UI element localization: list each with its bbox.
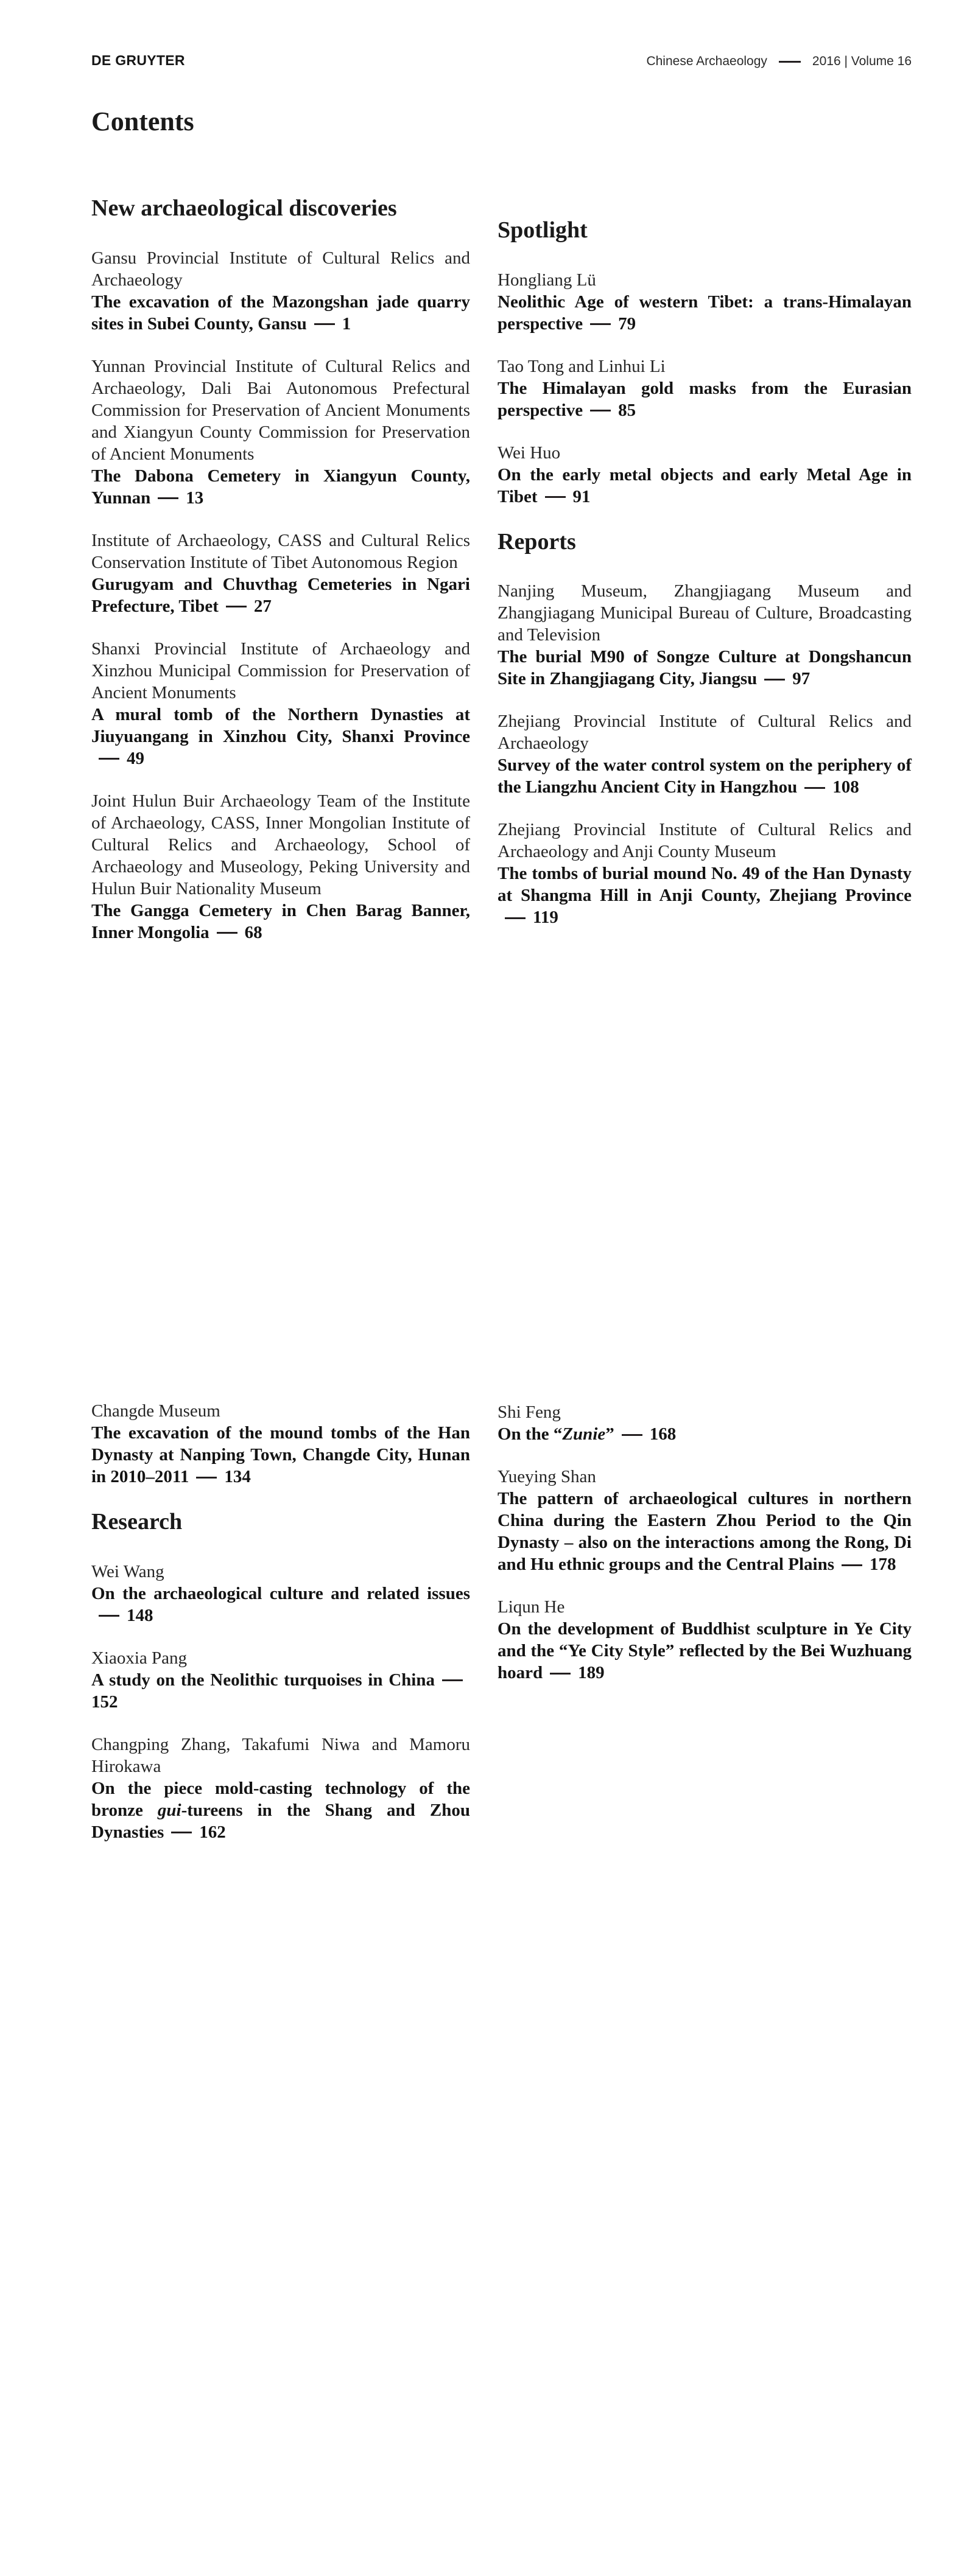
entry-title: [498, 863, 912, 928]
entry-title-text: The burial M90 of Songze Culture at Dongshancun Site in Zhangjiagang City, Jiangsu: [498, 647, 912, 689]
journal-volume: 2016 | Volume 16: [812, 54, 912, 68]
entry-page-number: 68: [244, 922, 262, 942]
toc-entry: [91, 1734, 470, 1843]
toc-entry: [91, 1647, 470, 1713]
entry-title: [498, 1618, 912, 1684]
entry-title-text: On the early metal objects and early Metal Age in Tibet: [498, 464, 912, 506]
publisher-logo: DE GRUYTER: [91, 52, 185, 68]
entry-title-text: The excavation of the mound tombs of the Han Dynasty at Nanping Town, Changde City, Hunan in 2010–2011: [91, 1423, 470, 1486]
page-leader-dash: [764, 679, 785, 681]
column-page2-left: [91, 1400, 470, 1864]
toc-entry: [498, 819, 912, 928]
entry-authors: Yunnan Provincial Institute of Cultural Relics and Archaeology, Dali Bai Autonomous Prefectural Commission for Preservation of Ancient Monuments and Xiangyun County Commission for Preservation of Ancient Monuments: [91, 356, 470, 464]
entry-title: [498, 646, 912, 690]
entry-authors: Wei Wang: [91, 1561, 164, 1581]
page-leader-dash: [196, 1477, 217, 1479]
entry-page-number: 119: [533, 908, 558, 928]
entry-title: [91, 465, 470, 509]
page-leader-dash: [99, 1615, 119, 1617]
entry-title: [91, 573, 470, 617]
entry-title: [91, 1777, 470, 1843]
entry-authors: Zhejiang Provincial Institute of Cultural Relics and Archaeology: [498, 712, 912, 754]
entry-title-text: Neolithic Age of western Tibet: a trans-Himalayan perspective: [498, 292, 912, 334]
page-leader-dash: [622, 1434, 642, 1436]
page-leader-dash: [217, 932, 237, 934]
entry-authors: Liqun He: [498, 1597, 565, 1617]
entry-title: [91, 1583, 470, 1626]
entry-title-text: The Gangga Cemetery in Chen Barag Banner, Inner Mongolia: [91, 900, 470, 942]
entry-authors: Hongliang Lü: [498, 270, 596, 290]
toc-entry: [498, 580, 912, 690]
entry-authors: Shi Feng: [498, 1402, 561, 1422]
entry-title-text: On the archaeological culture and related issues: [91, 1583, 470, 1603]
toc-entry: [91, 247, 470, 335]
entry-authors: Gansu Provincial Institute of Cultural Relics and Archaeology: [91, 248, 470, 290]
entry-title: [498, 754, 912, 798]
entry-title-text: A study on the Neolithic turquoises in China: [91, 1670, 435, 1690]
entry-title: [498, 1488, 912, 1575]
entry-title-text: The pattern of archaeological cultures in northern China during the Eastern Zhou Period to the Qin Dynasty – also on the interactions among the Rong, Di and Hu ethnic groups and the Central Plains: [498, 1489, 912, 1574]
page-leader-dash: [171, 1832, 192, 1833]
toc-entry: [498, 1596, 912, 1684]
entry-title-text: A mural tomb of the Northern Dynasties at Jiuyuangang in Xinzhou City, Shanxi Province: [91, 704, 470, 746]
entry-authors: Changde Museum: [91, 1401, 220, 1421]
toc-entry: [91, 790, 470, 943]
entry-page-number: 91: [572, 486, 591, 506]
page-title: Contents: [91, 107, 194, 136]
section-heading-reports: Reports: [498, 528, 576, 555]
page-leader-dash: [158, 497, 178, 499]
entry-page-number: 13: [186, 488, 204, 508]
toc-entry: [498, 1401, 912, 1445]
entry-title: [498, 377, 912, 421]
column-page1-left: [91, 195, 470, 964]
entry-title-italic: Zunie: [562, 1424, 606, 1444]
entry-title: [498, 1423, 912, 1445]
entry-authors: Wei Huo: [498, 443, 561, 463]
page-leader-dash: [545, 496, 566, 498]
page-leader-dash: [804, 787, 825, 789]
toc-entry: [91, 355, 470, 509]
entry-page-number: 97: [792, 669, 811, 689]
entry-title: [91, 900, 470, 943]
entry-page-number: 79: [618, 313, 636, 334]
entry-page-number: 1: [342, 313, 351, 334]
entry-title-pre: On the piece mold-casting technology of the bronze: [91, 1778, 470, 1820]
entry-page-number: 189: [578, 1663, 605, 1682]
entry-title-text: The Dabona Cemetery in Xiangyun County, Yunnan: [91, 466, 470, 508]
entry-title: [91, 291, 470, 335]
entry-page-number: 108: [832, 777, 859, 797]
page-leader-dash: [505, 917, 526, 919]
entry-title-post: ”: [605, 1424, 614, 1444]
journal-info: [646, 54, 912, 69]
entry-title: [498, 464, 912, 508]
toc-entry: [498, 710, 912, 798]
page-leader-dash: [842, 1564, 862, 1566]
entry-page-number: 148: [127, 1605, 153, 1625]
entry-page-number: 178: [869, 1555, 896, 1574]
page-leader-dash: [314, 323, 335, 325]
page-leader-dash: [550, 1673, 571, 1675]
entry-authors: Zhejiang Provincial Institute of Cultural Relics and Archaeology and Anji County Museum: [498, 820, 912, 862]
toc-entry: [91, 638, 470, 769]
toc-entry: [498, 355, 912, 421]
entry-authors: Xiaoxia Pang: [91, 1648, 188, 1668]
entry-authors: Nanjing Museum, Zhangjiagang Museum and Zhangjiagang Municipal Bureau of Culture, Broadcasting and Television: [498, 581, 912, 645]
entry-page-number: 134: [224, 1467, 251, 1486]
entry-page-number: 152: [91, 1692, 118, 1712]
toc-entry: [498, 442, 912, 508]
page-leader-dash: [590, 410, 611, 411]
section-heading-spotlight: Spotlight: [498, 217, 588, 243]
entry-page-number: 168: [649, 1424, 677, 1444]
entry-title-italic: gui: [157, 1800, 181, 1820]
entry-page-number: 162: [199, 1822, 226, 1842]
entry-authors: Tao Tong and Linhui Li: [498, 356, 666, 376]
page-leader-dash: [442, 1679, 463, 1681]
entry-page-number: 85: [618, 400, 636, 420]
entry-title-text: The excavation of the Mazongshan jade quarry sites in Subei County, Gansu: [91, 292, 470, 334]
entry-authors: Changping Zhang, Takafumi Niwa and Mamoru Hirokawa: [91, 1734, 470, 1776]
page-leader-dash: [590, 323, 611, 325]
entry-title: [91, 1669, 470, 1713]
toc-entry: [91, 1400, 470, 1488]
entry-title-text: The Himalayan gold masks from the Eurasian perspective: [498, 378, 912, 420]
section-heading-new-discoveries: New archaeological discoveries: [91, 195, 397, 221]
entry-title-text: Survey of the water control system on the periphery of the Liangzhu Ancient City in Hangzhou: [498, 755, 912, 797]
entry-authors: Shanxi Provincial Institute of Archaeology and Xinzhou Municipal Commission for Preservation of Ancient Monuments: [91, 639, 470, 702]
page-leader-dash: [99, 758, 119, 760]
column-page1-right: [498, 217, 912, 949]
page-leader-dash: [226, 606, 247, 607]
entry-title: [498, 291, 912, 335]
journal-name: Chinese Archaeology: [646, 54, 767, 68]
section-heading-research: Research: [91, 1509, 183, 1535]
entry-authors: Yueying Shan: [498, 1467, 596, 1486]
entry-title-text: The tombs of burial mound No. 49 of the Han Dynasty at Shangma Hill in Anji County, Zhejiang Province: [498, 864, 912, 906]
entry-title: [91, 704, 470, 769]
toc-entry: [498, 269, 912, 335]
header-dash: [779, 61, 801, 63]
entry-page-number: 27: [253, 596, 272, 616]
page-header: [91, 52, 912, 69]
entry-title: [91, 1422, 470, 1488]
entry-authors: Institute of Archaeology, CASS and Cultural Relics Conservation Institute of Tibet Autonomous Region: [91, 530, 470, 572]
toc-entry: [498, 1466, 912, 1575]
entry-title-text: On the development of Buddhist sculpture in Ye City and the “Ye City Style” reflected by the Bei Wuzhuang hoard: [498, 1619, 912, 1682]
column-page2-right: [498, 1401, 912, 1704]
toc-entry: [91, 1561, 470, 1626]
entry-authors: Joint Hulun Buir Archaeology Team of the Institute of Archaeology, CASS, Inner Mongolian Institute of Cultural Relics and Archaeology, School of Archaeology and Museology, Peking University and Hulun Buir Nationality Museum: [91, 791, 470, 898]
toc-entry: [91, 530, 470, 617]
entry-title-text: Gurugyam and Chuvthag Cemeteries in Ngari Prefecture, Tibet: [91, 574, 470, 616]
entry-page-number: 49: [127, 748, 144, 768]
entry-title-post: -tureens in the Shang and Zhou Dynasties: [91, 1800, 470, 1842]
entry-title-pre: On the “: [498, 1424, 563, 1444]
